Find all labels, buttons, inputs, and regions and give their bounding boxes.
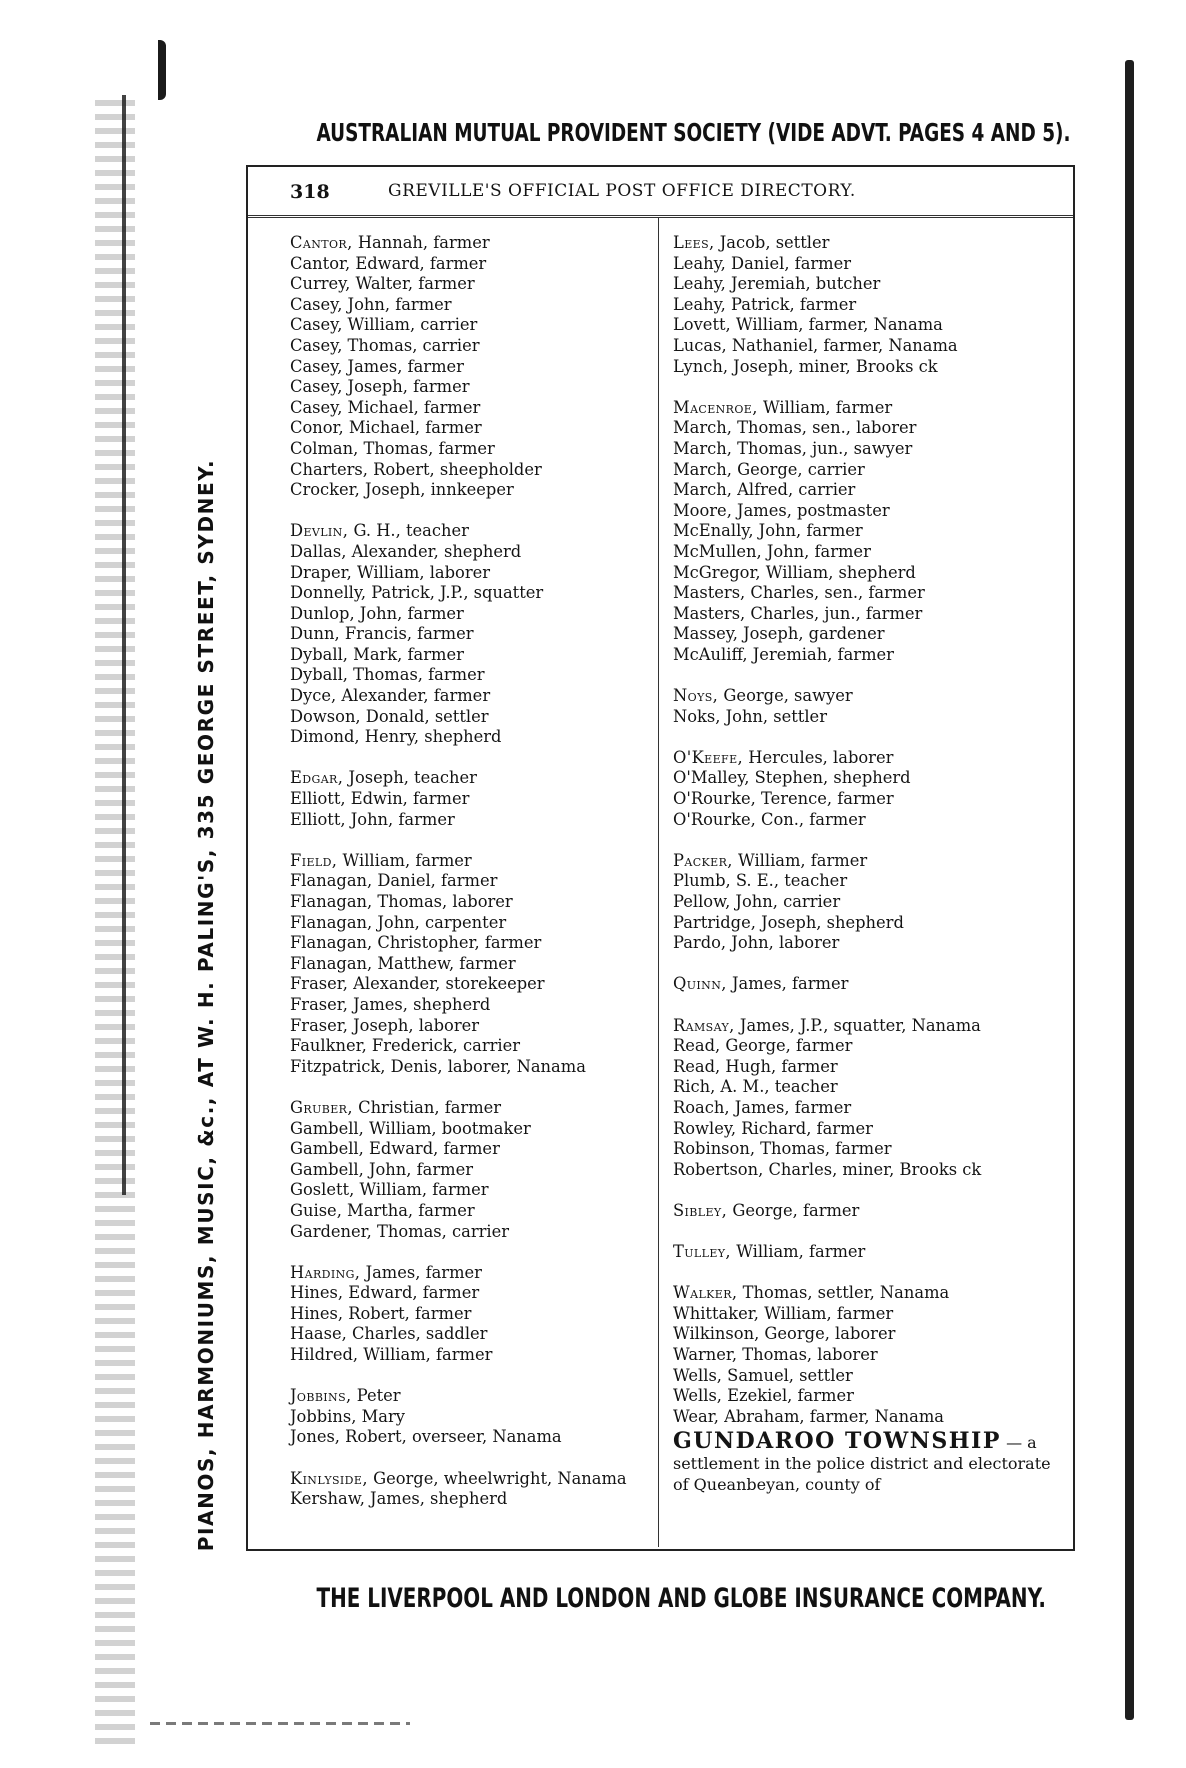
section-gap <box>673 1180 1068 1201</box>
entry-surname: O'Keefe, <box>673 747 744 767</box>
section-gap <box>673 665 1068 686</box>
running-title: GREVILLE'S OFFICIAL POST OFFICE DIRECTORY. <box>388 181 856 201</box>
entry-surname: Gruber, <box>290 1097 353 1117</box>
directory-entry: Jones, Robert, overseer, Nanama <box>290 1427 562 1447</box>
entry-surname: Jobbins, <box>290 1386 352 1406</box>
entry-details: William, farmer <box>337 850 472 870</box>
directory-entry-lead <box>290 1098 650 1119</box>
entry-surname: Kinlyside, <box>290 1468 368 1488</box>
directory-entry: Casey, Michael, farmer <box>290 397 481 417</box>
directory-entry: Conor, Michael, farmer <box>290 418 482 438</box>
directory-entry-lead <box>673 686 1068 707</box>
directory-entry: Pellow, John, carrier <box>673 892 841 911</box>
directory-page <box>246 165 1075 1551</box>
directory-entry: McEnally, John, farmer <box>673 521 863 541</box>
section-gap <box>290 1448 650 1469</box>
directory-entry: Hildred, William, farmer <box>290 1345 493 1365</box>
directory-entry: Fraser, James, shepherd <box>290 994 491 1014</box>
entry-details: Thomas, settler, Nanama <box>737 1283 950 1303</box>
directory-entry: Gambell, Edward, farmer <box>290 1139 500 1159</box>
directory-entry-lead <box>290 521 650 542</box>
left-column <box>290 233 650 1510</box>
directory-entry: Kershaw, James, shepherd <box>290 1489 508 1509</box>
entry-details: G. H., teacher <box>348 521 469 541</box>
township-entry <box>673 1428 1053 1495</box>
directory-entry-lead <box>290 233 650 254</box>
directory-entry: Elliott, John, farmer <box>290 809 455 829</box>
directory-entry: O'Rourke, Con., farmer <box>673 809 866 829</box>
entry-details: William, farmer <box>732 850 868 870</box>
section-gap <box>290 830 650 851</box>
directory-entry: Partridge, Joseph, shepherd <box>673 912 904 932</box>
directory-entry: Colman, Thomas, farmer <box>290 438 495 458</box>
entry-surname: Edgar, <box>290 768 344 788</box>
directory-entry: Leahy, Patrick, farmer <box>673 294 857 314</box>
directory-entry-lead <box>673 851 1068 872</box>
directory-entry: Dunn, Francis, farmer <box>290 624 474 644</box>
entry-details: Christian, farmer <box>352 1097 502 1117</box>
directory-entry: Lucas, Nathaniel, farmer, Nanama <box>673 335 958 355</box>
section-gap <box>290 501 650 522</box>
section-gap <box>290 1366 650 1387</box>
directory-entry: McGregor, William, shepherd <box>673 562 916 582</box>
scan-right-edge <box>1125 60 1134 1720</box>
directory-entry: Dimond, Henry, shepherd <box>290 727 502 747</box>
directory-entry-lead <box>290 1469 650 1490</box>
scan-edge-shadow <box>95 100 135 1750</box>
entry-details: George, wheelwright, Nanama <box>367 1468 627 1488</box>
directory-entry: Dunlop, John, farmer <box>290 603 464 623</box>
directory-entry: Fitzpatrick, Denis, laborer, Nanama <box>290 1056 586 1076</box>
directory-entry: Hines, Edward, farmer <box>290 1283 480 1303</box>
directory-entry: Crocker, Joseph, innkeeper <box>290 480 514 500</box>
directory-entry: Dyce, Alexander, farmer <box>290 686 491 706</box>
directory-entry-lead <box>673 1283 1068 1304</box>
entry-surname: Field, <box>290 850 338 870</box>
directory-entry: Moore, James, postmaster <box>673 500 890 520</box>
directory-entry: Noks, John, settler <box>673 706 827 726</box>
directory-entry: Charters, Robert, sheepholder <box>290 459 542 479</box>
directory-entry-lead <box>290 1386 650 1407</box>
directory-entry: Dyball, Thomas, farmer <box>290 665 485 685</box>
scan-bottom-dashes <box>150 1722 410 1725</box>
entry-details: Hercules, laborer <box>743 747 894 767</box>
entry-details: James, farmer <box>726 974 849 994</box>
directory-entry: O'Malley, Stephen, shepherd <box>673 768 911 788</box>
right-column-entries <box>673 233 1068 1427</box>
directory-entry: Wear, Abraham, farmer, Nanama <box>673 1406 944 1426</box>
directory-entry: Fraser, Alexander, storekeeper <box>290 974 545 994</box>
entry-surname: Devlin, <box>290 521 349 541</box>
directory-entry: Whittaker, William, farmer <box>673 1303 894 1323</box>
directory-entry: Fraser, Joseph, laborer <box>290 1015 480 1035</box>
entry-surname: Harding, <box>290 1262 361 1282</box>
entry-surname: Lees, <box>673 233 715 252</box>
section-gap <box>290 1242 650 1263</box>
directory-entry: Wells, Ezekiel, farmer <box>673 1386 854 1406</box>
directory-entry: Robinson, Thomas, farmer <box>673 1139 892 1159</box>
entry-details: William, farmer <box>757 397 893 417</box>
entry-surname: Macenroe, <box>673 397 758 417</box>
entry-details: James, J.P., squatter, Nanama <box>734 1015 981 1035</box>
directory-entry-lead <box>290 1263 650 1284</box>
entry-surname: Noys, <box>673 686 719 706</box>
entry-details: Jacob, settler <box>714 233 830 252</box>
directory-entry: Casey, James, farmer <box>290 356 464 376</box>
directory-entry-lead <box>673 233 1068 254</box>
directory-entry: Masters, Charles, sen., farmer <box>673 583 925 603</box>
directory-entry: Flanagan, Thomas, laborer <box>290 892 513 911</box>
directory-entry-lead <box>673 1016 1068 1037</box>
directory-entry: March, Alfred, carrier <box>673 480 856 500</box>
directory-entry: Casey, Joseph, farmer <box>290 377 470 397</box>
directory-entry: Cantor, Edward, farmer <box>290 253 487 273</box>
directory-entry: Gambell, William, bootmaker <box>290 1118 531 1138</box>
page-header <box>248 167 1073 218</box>
section-gap <box>673 1263 1068 1284</box>
scan-top-mark <box>158 40 166 100</box>
directory-entry: Gardener, Thomas, carrier <box>290 1221 510 1241</box>
township-text: — a settlement in the police district and electorate of Queanbeyan, county of <box>673 1433 1051 1494</box>
directory-entry: Dowson, Donald, settler <box>290 706 489 726</box>
directory-entry: McAuliff, Jeremiah, farmer <box>673 644 894 664</box>
directory-entry: Dyball, Mark, farmer <box>290 644 464 664</box>
directory-entry: Read, George, farmer <box>673 1036 853 1056</box>
directory-entry: Leahy, Daniel, farmer <box>673 253 852 273</box>
entry-surname: Quinn, <box>673 974 727 994</box>
entry-surname: Packer, <box>673 850 733 870</box>
directory-entry: Jobbins, Mary <box>290 1406 405 1426</box>
entry-details: James, farmer <box>360 1262 482 1282</box>
section-gap <box>290 1077 650 1098</box>
directory-entry: Goslett, William, farmer <box>290 1180 489 1200</box>
directory-entry: Lovett, William, farmer, Nanama <box>673 315 943 335</box>
directory-entry: Casey, John, farmer <box>290 294 452 314</box>
directory-entry: Gambell, John, farmer <box>290 1159 473 1179</box>
directory-entry: March, Thomas, sen., laborer <box>673 418 917 438</box>
directory-entry-lead <box>290 851 650 872</box>
entry-details: Peter <box>351 1386 401 1406</box>
directory-entry: Pardo, John, laborer <box>673 933 840 953</box>
section-gap <box>673 377 1068 398</box>
directory-entry: Casey, Thomas, carrier <box>290 335 480 355</box>
scan-binding-line <box>122 95 126 1195</box>
directory-entry: Rich, A. M., teacher <box>673 1077 838 1097</box>
directory-entry: Haase, Charles, saddler <box>290 1324 488 1344</box>
directory-entry: Leahy, Jeremiah, butcher <box>673 274 881 294</box>
directory-entry-lead <box>673 398 1068 419</box>
entry-details: Hannah, farmer <box>352 233 490 252</box>
directory-entry: Hines, Robert, farmer <box>290 1303 472 1323</box>
top-advert: AUSTRALIAN MUTUAL PROVIDENT SOCIETY (VIDE ADVT. PAGES 4 AND 5). <box>316 118 1071 147</box>
right-column <box>673 233 1068 1495</box>
entry-details: George, sawyer <box>718 686 853 706</box>
directory-entry: Massey, Joseph, gardener <box>673 624 885 644</box>
directory-entry: Elliott, Edwin, farmer <box>290 789 470 809</box>
directory-entry: Roach, James, farmer <box>673 1097 852 1117</box>
entry-surname: Tulley, <box>673 1242 732 1262</box>
section-gap <box>673 830 1068 851</box>
directory-entry: Dallas, Alexander, shepherd <box>290 541 522 561</box>
directory-entry-lead <box>673 748 1068 769</box>
directory-entry: Masters, Charles, jun., farmer <box>673 603 923 623</box>
directory-entry: March, Thomas, jun., sawyer <box>673 438 913 458</box>
directory-entry: Guise, Martha, farmer <box>290 1200 475 1220</box>
directory-entry: Lynch, Joseph, miner, Brooks ck <box>673 356 938 376</box>
directory-entry: Wells, Samuel, settler <box>673 1365 853 1385</box>
entry-details: Joseph, teacher <box>343 768 477 788</box>
directory-entry: Read, Hugh, farmer <box>673 1056 838 1076</box>
side-advert: PIANOS, HARMONIUMS, MUSIC, &c., AT W. H. PALING'S, 335 GEORGE STREET, SYDNEY. <box>194 458 218 1552</box>
directory-entry: Flanagan, John, carpenter <box>290 912 507 932</box>
directory-entry: Flanagan, Daniel, farmer <box>290 871 498 891</box>
section-gap <box>673 954 1068 975</box>
directory-entry: Flanagan, Matthew, farmer <box>290 953 516 973</box>
directory-entry: Warner, Thomas, laborer <box>673 1345 878 1365</box>
section-gap <box>673 727 1068 748</box>
bottom-advert: THE LIVERPOOL AND LONDON AND GLOBE INSURANCE COMPANY. <box>316 1583 1046 1614</box>
directory-entry: Rowley, Richard, farmer <box>673 1118 873 1138</box>
directory-entry: Faulkner, Frederick, carrier <box>290 1036 521 1056</box>
directory-entry: Flanagan, Christopher, farmer <box>290 933 542 953</box>
directory-entry: Casey, William, carrier <box>290 315 478 335</box>
section-gap <box>673 1222 1068 1243</box>
entry-surname: Walker, <box>673 1283 738 1303</box>
township-heading: GUNDAROO TOWNSHIP <box>673 1428 1001 1455</box>
directory-entry: Donnelly, Patrick, J.P., squatter <box>290 583 544 603</box>
directory-entry-lead <box>673 1242 1068 1263</box>
directory-entry: McMullen, John, farmer <box>673 541 871 561</box>
directory-entry: Robertson, Charles, miner, Brooks ck <box>673 1159 982 1179</box>
section-gap <box>290 748 650 769</box>
page-number: 318 <box>290 181 330 203</box>
directory-entry-lead <box>673 974 1068 995</box>
directory-entry: Wilkinson, George, laborer <box>673 1324 896 1344</box>
entry-surname: Cantor, <box>290 233 353 252</box>
entry-details: George, farmer <box>727 1200 860 1220</box>
section-gap <box>673 995 1068 1016</box>
directory-entry: O'Rourke, Terence, farmer <box>673 789 894 809</box>
directory-entry: March, George, carrier <box>673 459 865 479</box>
directory-entry-lead <box>673 1201 1068 1222</box>
entry-surname: Ramsay, <box>673 1015 735 1035</box>
directory-entry: Plumb, S. E., teacher <box>673 871 848 891</box>
entry-details: William, farmer <box>731 1242 866 1262</box>
entry-surname: Sibley, <box>673 1200 728 1220</box>
directory-entry: Currey, Walter, farmer <box>290 274 475 294</box>
column-divider <box>658 217 659 1547</box>
directory-entry: Draper, William, laborer <box>290 562 491 582</box>
directory-entry-lead <box>290 768 650 789</box>
